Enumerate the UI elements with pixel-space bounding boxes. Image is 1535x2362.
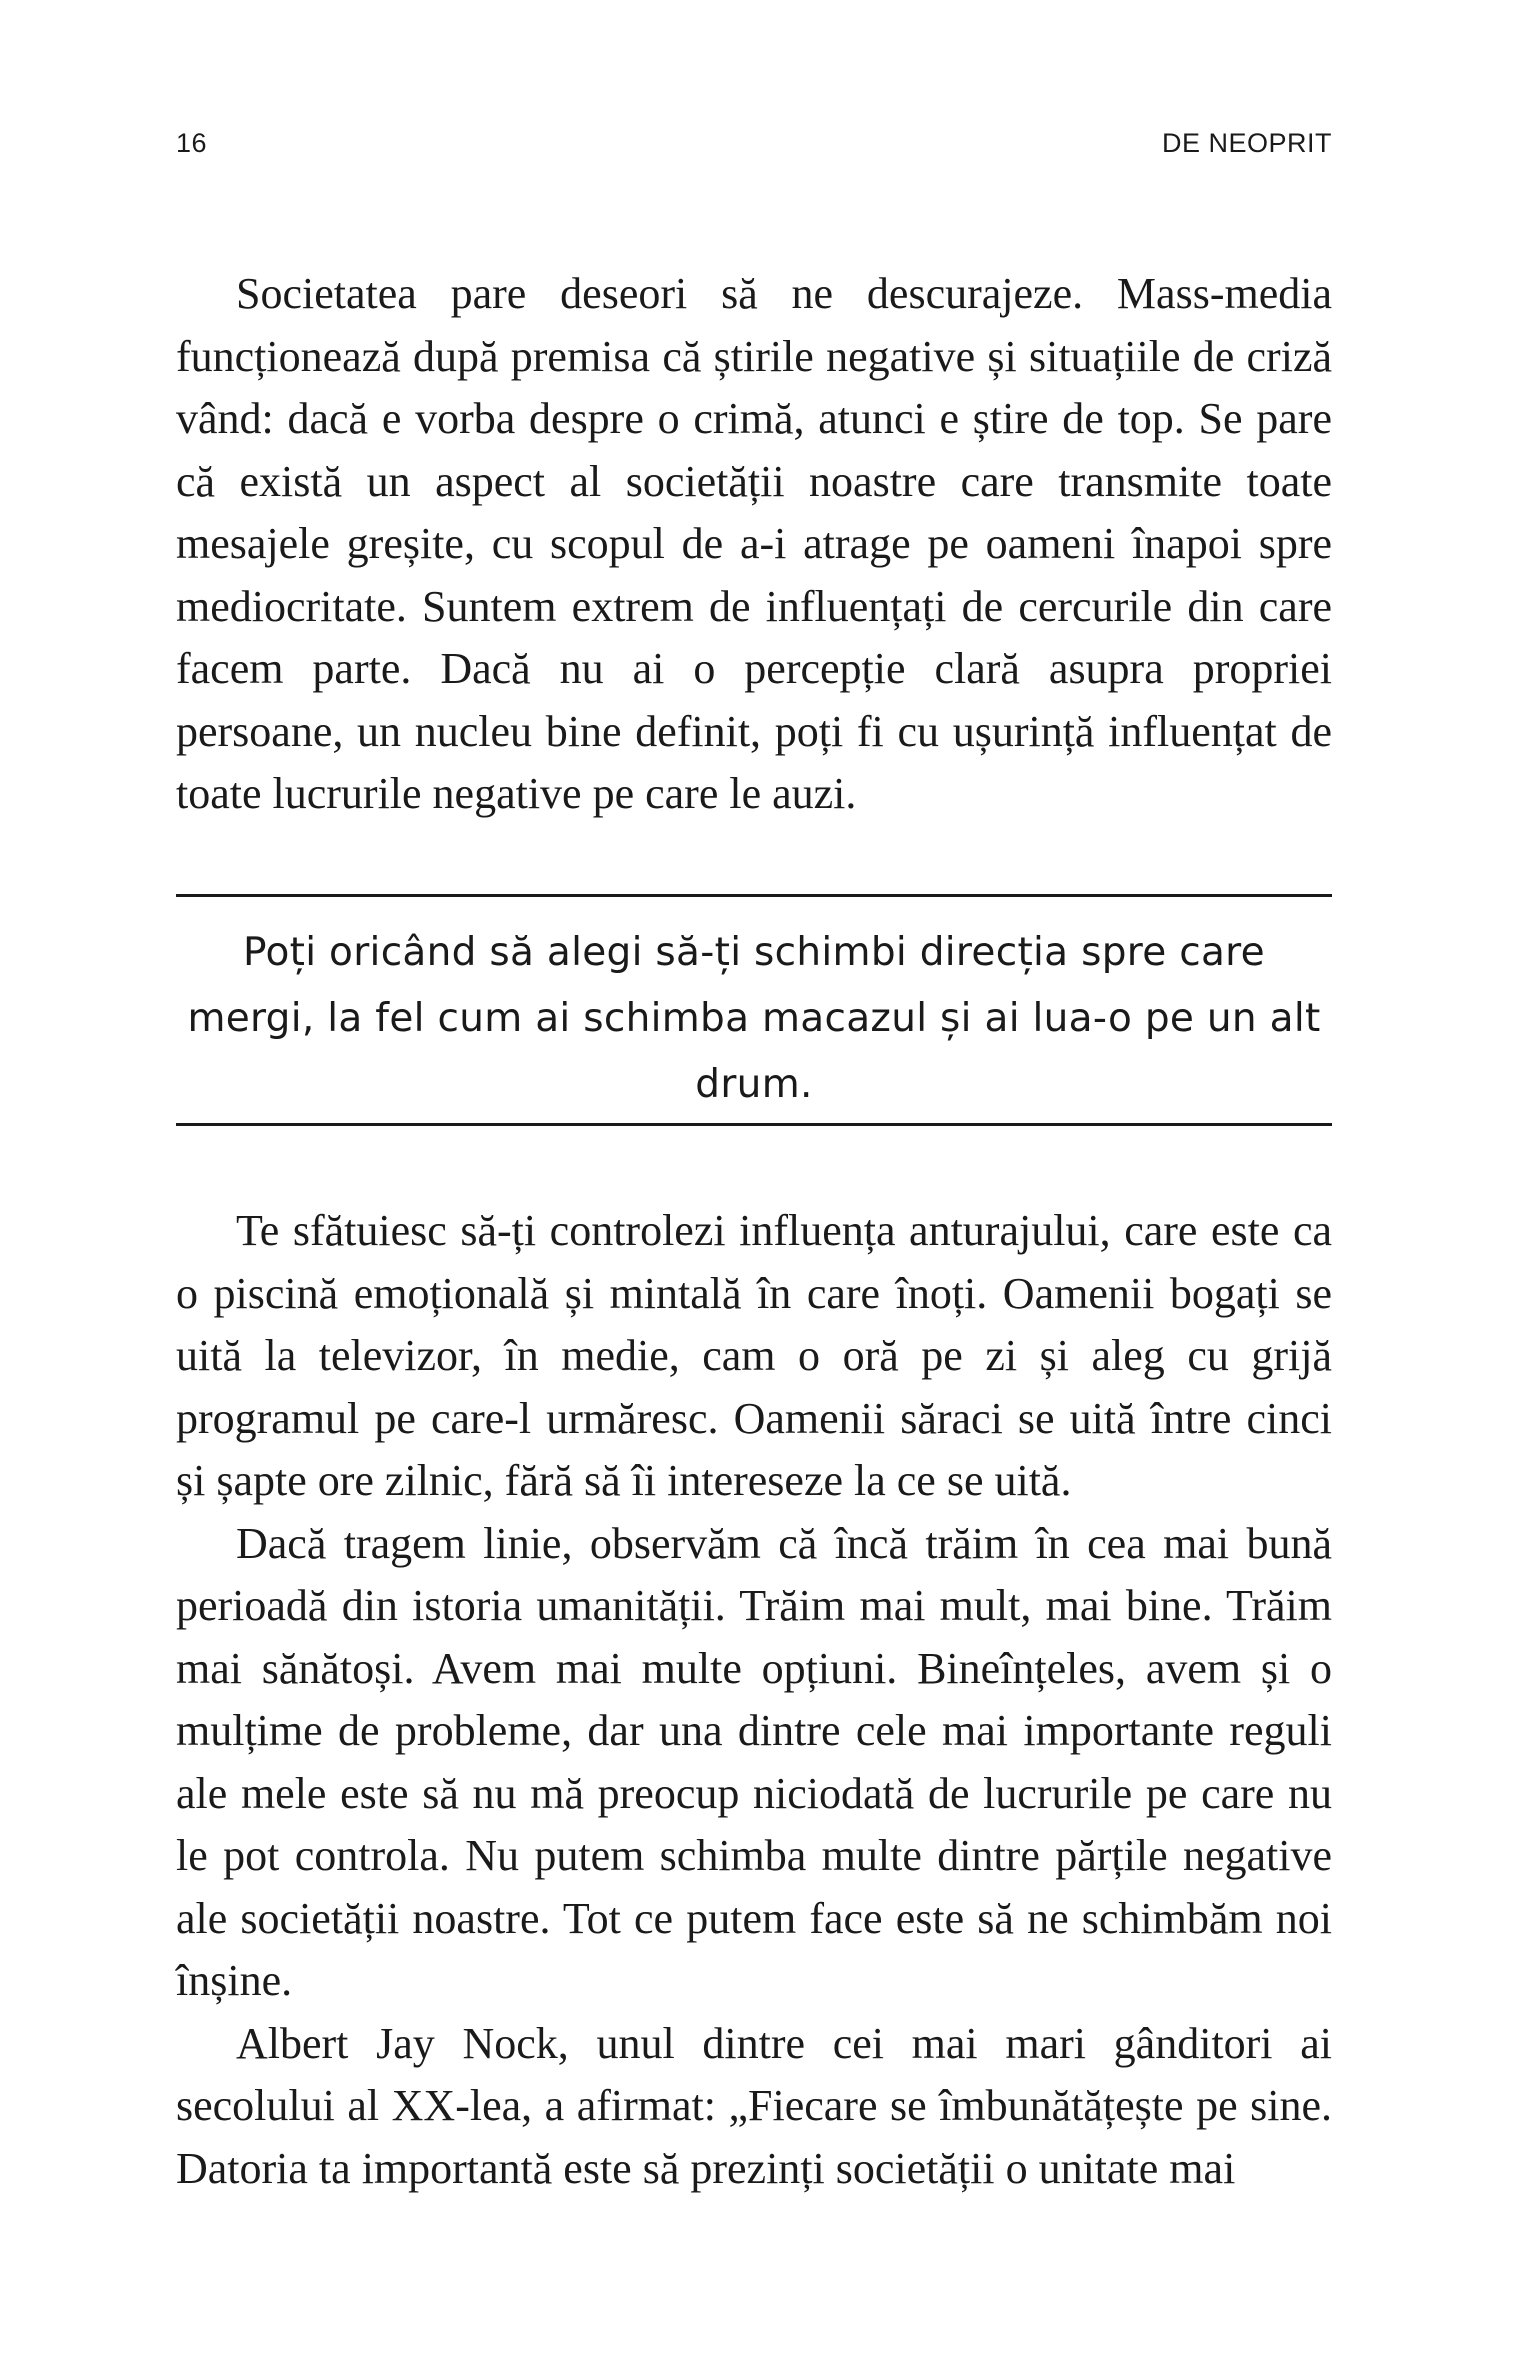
- paragraph: Te sfătuiesc să-ți controlezi influența anturajului, care este ca o piscină emoțională și mintală în care înoți. Oamenii bogați se uită la televizor, în medie, cam o oră pe zi și aleg cu grijă programul pe care-l urmăresc. Oamenii săraci se uită între cinci și șapte ore zilnic, fără să îi intereseze la ce se uită.: [176, 1206, 1332, 1505]
- paragraph: Dacă tragem linie, observăm că încă trăim în cea mai bună perioadă din istoria umanității. Trăim mai mult, mai bine. Trăim mai sănătoși. Avem mai multe opțiuni. Bineînțeles, avem și o mulțime de probleme, dar una dintre cele mai importante reguli ale mele este să nu mă preocup niciodată de lucrurile pe care nu le pot controla. Nu putem schimba multe dintre părțile negative ale societății noastre. Tot ce putem face este să ne schimbăm noi înșine.: [176, 1518, 1332, 2005]
- body-text-top: [176, 263, 1332, 826]
- pull-quote-bottom-rule: [176, 1123, 1332, 1126]
- body-text-bottom: [176, 1200, 1332, 2200]
- pull-quote-top-rule: [176, 894, 1332, 897]
- paragraph: Societatea pare deseori să ne descurajeze. Mass-media funcționează după premisa că știrile negative și situațiile de criză vând: dacă e vorba despre o crimă, atunci e știre de top. Se pare că există un aspect al societății noastre care transmite toate mesajele greșite, cu scopul de a-i atrage pe oameni înapoi spre mediocritate. Suntem extrem de influențați de cercurile din care facem parte. Dacă nu ai o percepție clară asupra propriei persoane, un nucleu bine definit, poți fi cu ușurință influențat de toate lucrurile negative pe care le auzi.: [176, 269, 1332, 818]
- pull-quote: Poți oricând să alegi să-ți schimbi direcția spre care mergi, la fel cum ai schimba macazul și ai lua-o pe un alt drum.: [187, 930, 1321, 1107]
- paragraph: Albert Jay Nock, unul dintre cei mai mari gânditori ai secolului al XX-lea, a afirmat: „Fiecare se îmbunătățește pe sine. Datoria ta importantă este să prezinți societății o unitate mai: [176, 2018, 1332, 2193]
- running-title: DE NEOPRIT: [1161, 128, 1332, 158]
- page-header: [176, 128, 1332, 168]
- page-number: 16: [176, 128, 208, 158]
